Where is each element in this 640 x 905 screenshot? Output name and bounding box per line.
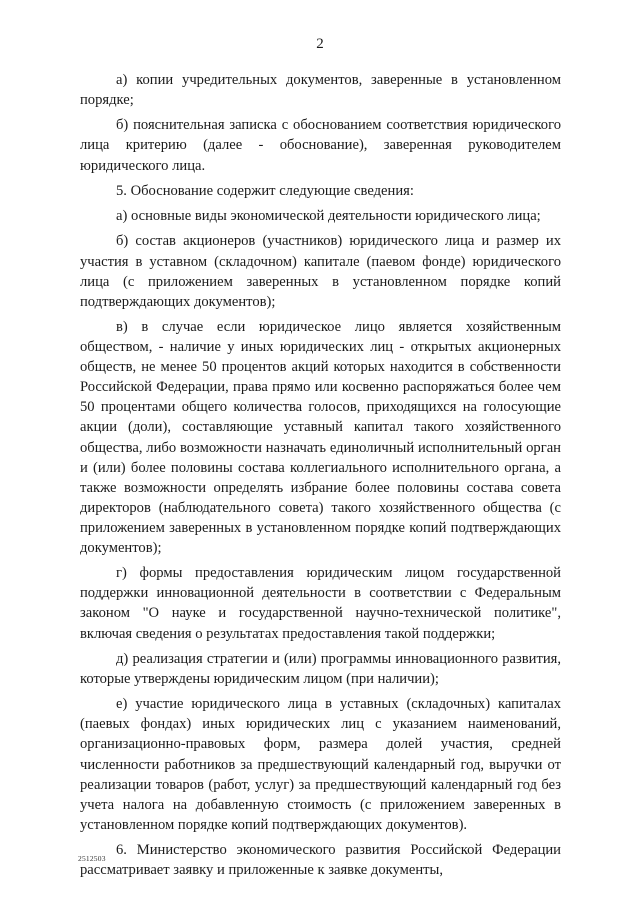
paragraph-4b: б) пояснительная записка с обоснованием соответствия юридического лица критерию (далее - обоснование), заверенная руководителем юридического лица. <box>80 117 561 174</box>
document-code: 2512503 <box>78 854 106 863</box>
paragraph-5a: а) основные виды экономической деятельности юридического лица; <box>116 208 541 225</box>
paragraph-5d: д) реализация стратегии и (или) программы инновационного развития, которые утверждены юридическим лицом (при наличии); <box>80 650 561 687</box>
paragraph-6: 6. Министерство экономического развития Российской Федерации рассматривает заявку и приложенные к заявке документы, <box>80 842 561 879</box>
page-number: 2 <box>316 36 324 52</box>
paragraph-5e: е) участие юридического лица в уставных (складочных) капиталах (паевых фондах) иных юридических лиц с указанием наименований, организационно-правовых форм, размера долей участия, средней численности работников за предшествующий календарный год, выручки от реализации товаров (работ, услуг) за предшествующий календарный год без учета налога на добавленную стоимость (с приложением заверенных в установленном порядке копий подтверждающих документов). <box>80 696 561 833</box>
paragraph-5b: б) состав акционеров (участников) юридического лица и размер их участия в уставном (складочном) капитале (паевом фонде) юридического лица (с приложением заверенных в установленном порядке копий подтверждающих документов); <box>80 233 561 310</box>
paragraph-4a: а) копии учредительных документов, заверенные в установленном порядке; <box>80 72 561 109</box>
paragraph-5g: г) формы предоставления юридическим лицом государственной поддержки инновационной деятельности в соответствии с Федеральным законом "О науке и государственной научно-технической политике", включая сведения о результатах предоставления такой поддержки; <box>80 565 561 642</box>
document-body <box>80 70 561 885</box>
paragraph-5v: в) в случае если юридическое лицо является хозяйственным обществом, - наличие у иных юридических лиц - открытых акционерных обществ, не менее 50 процентов акций которых находится в собственности Российской Федерации, права прямо или косвенно распоряжаться более чем 50 процентами общего количества голосов, приходящихся на голосующие акции (доли), составляющие уставный капитал такого хозяйственного общества, либо возможности назначать единоличный исполнительный орган и (или) более половины состава коллегиального исполнительного органа, а также возможности определять избрание более половины состава совета директоров (наблюдательного совета) такого хозяйственного общества (с приложением заверенных в установленном порядке копий подтверждающих документов); <box>80 318 561 556</box>
paragraph-5: 5. Обоснование содержит следующие сведения: <box>116 182 414 199</box>
